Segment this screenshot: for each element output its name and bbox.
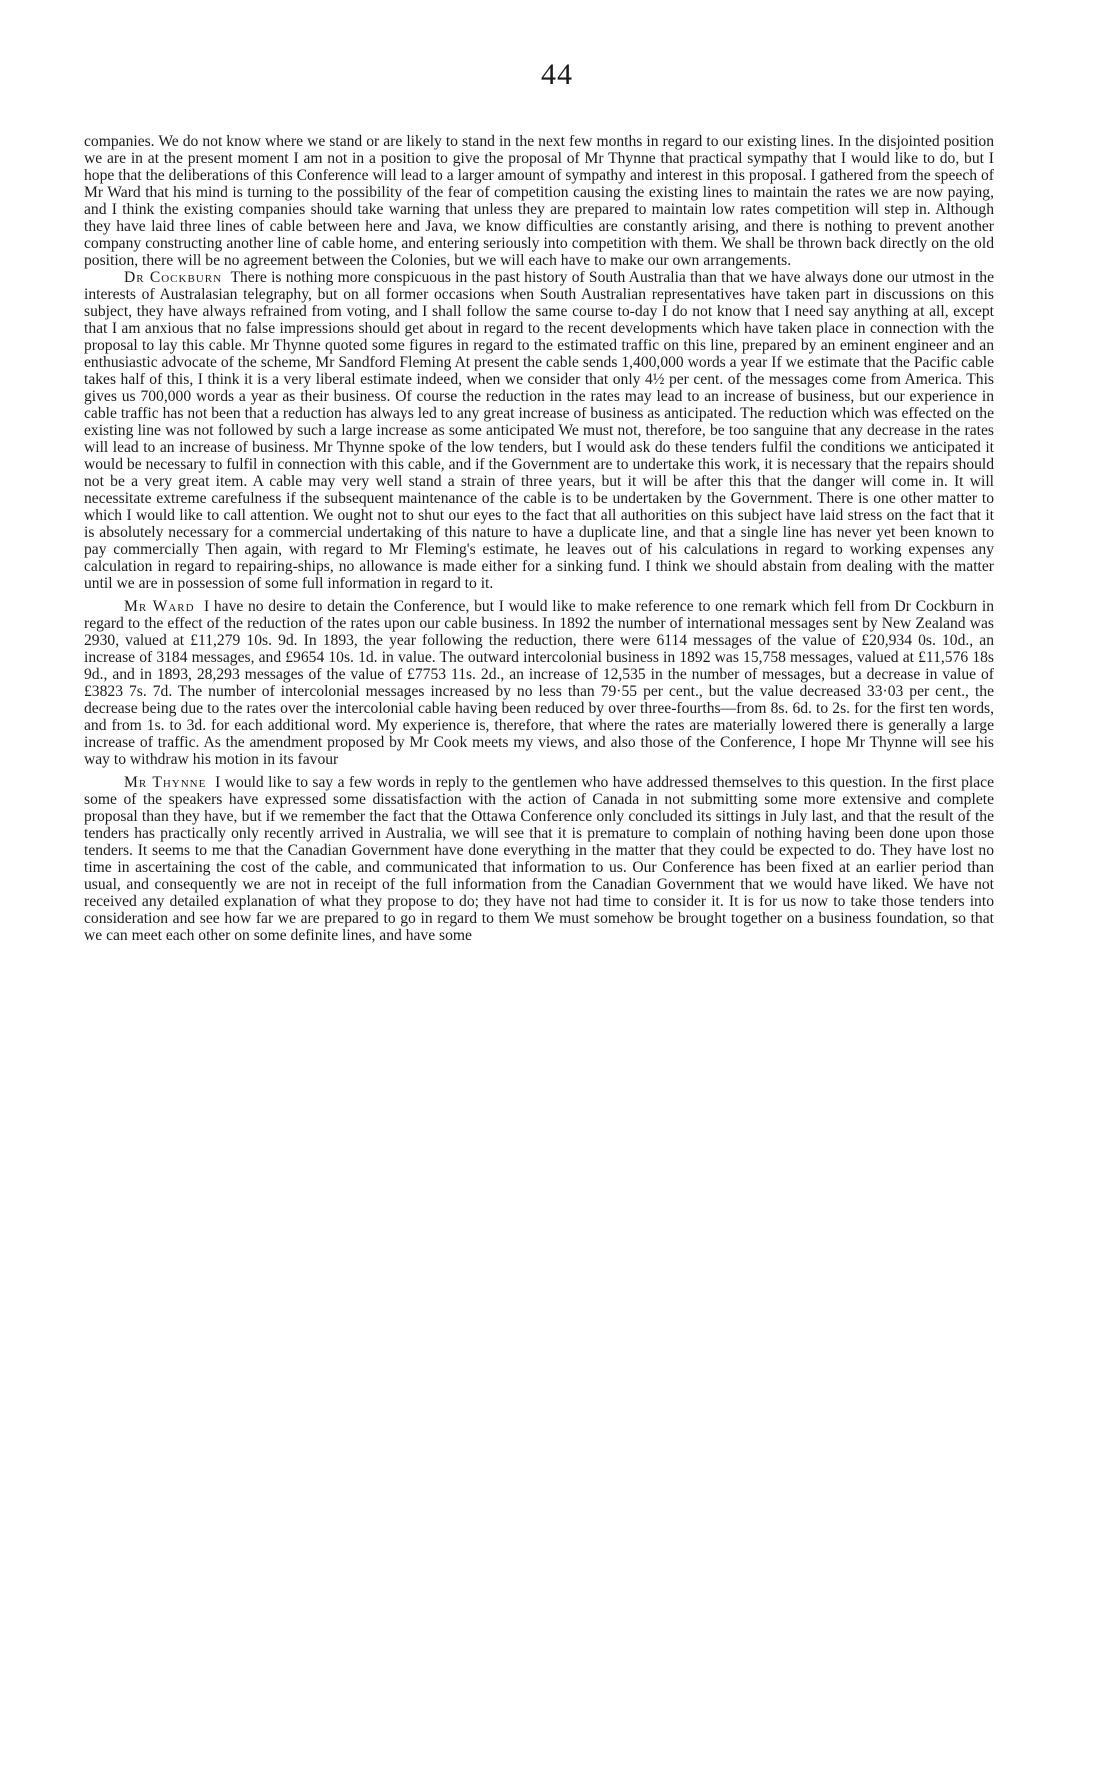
document-body bbox=[84, 133, 994, 944]
speaker-name: Dr Cockburn bbox=[124, 269, 223, 286]
paragraph-text: There is nothing more conspicuous in the past history of South Australia than that we have always done our utmost in the interests of Australasian telegraphy, but on all former occasions when South Australian representatives have taken part in discussions on this subject, they have always refrained from voting, and I shall follow the same course to-day I do not know that I need say anything at all, except that I am anxious that no false impressions should get about in regard to the recent developments which have taken place in connection with the proposal to lay this cable. Mr Thynne quoted some figures in regard to the estimated traffic on this line, prepared by an eminent engineer and an enthusiastic advocate of the scheme, Mr Sandford Fleming At present the cable sends 1,400,000 words a year If we estimate that the Pacific cable takes half of this, I think it is a very liberal estimate indeed, when we consider that only 4½ per cent. of the messages come from America. This gives us 700,000 words a year as their business. Of course the reduction in the rates may lead to an increase of business, but our experience in cable traffic has not been that a reduction has always led to any great increase of business as anticipated. The reduction which was effected on the existing line was not followed by such a large increase as some anticipated We must not, therefore, be too sanguine that any decrease in the rates will lead to an increase of business. Mr Thynne spoke of the low tenders, but I would ask do these tenders fulfil the conditions we anticipated it would be necessary to fulfil in connection with this cable, and if the Government are to undertake this work, it is necessary that the repairs should not be a very great item. A cable may very well stand a strain of three years, but it will be after this that the danger will come in. It will necessitate extreme carefulness if the subsequent maintenance of the cable is to be undertaken by the Government. There is one other matter to which I would like to call attention. We ought not to shut our eyes to the fact that all authorities on this subject have laid stress on the fact that it is absolutely necessary for a commercial undertaking of this nature to have a duplicate line, and that a single line has never yet been known to pay commercially Then again, with regard to Mr Fleming's estimate, he leaves out of his calculations in regard to working expenses any calculation in regard to repairing-ships, no allowance is made either for a sinking fund. I think we should abstain from dealing with the matter until we are in possession of some full information in regard to it. bbox=[84, 269, 995, 592]
paragraph-thynne bbox=[84, 774, 994, 944]
paragraph-text: I have no desire to detain the Conference, but I would like to make reference to one remark which fell from Dr Cockburn in regard to the effect of the reduction of the rates upon our cable business. In 1892 the number of international messages sent by New Zealand was 2930, valued at £11,279 10s. 9d. In 1893, the year following the reduction, there were 6114 messages of the value of £20,934 0s. 10d., an increase of 3184 messages, and £9654 10s. 1d. in value. The outward intercolonial business in 1892 was 15,758 messages, valued at £11,576 18s 9d., and in 1893, 28,293 messages of the value of £7753 11s. 2d., an increase of 12,535 in the number of messages, but a decrease in value of £3823 7s. 7d. The number of intercolonial messages increased by no less than 79·55 per cent., but the value decreased 33·03 per cent., the decrease being due to the rates over the intercolonial cable having been reduced by over three-fourths—from 8s. 6d. to 2s. for the first ten words, and from 1s. to 3d. for each additional word. My experience is, therefore, that where the rates are materially lowered there is generally a large increase of traffic. As the amendment proposed by Mr Cook meets my views, and also those of the Conference, I hope Mr Thynne will see his way to withdraw his motion in its favour bbox=[84, 598, 995, 768]
paragraph-cockburn bbox=[84, 269, 994, 592]
page-number: 44 bbox=[541, 58, 573, 91]
speaker-name: Mr Ward bbox=[124, 598, 195, 615]
paragraph-text: companies. We do not know where we stand or are likely to stand in the next few months in regard to our existing lines. In the disjointed position we are in at the present moment I am not in a position to give the proposal of Mr Thynne that practical sympathy that I would like to do, but I hope that the deliberations of this Conference will lead to a larger amount of sympathy and interest in this proposal. I gathered from the speech of Mr Ward that his mind is turning to the possibility of the fear of competition causing the existing lines to maintain the rates we are now paying, and I think the existing companies should take warning that unless they are prepared to maintain low rates competition will step in. Although they have laid three lines of cable between here and Java, we know difficulties are constantly arising, and there is nothing to prevent another company constructing another line of cable home, and entering seriously into competition with them. We shall be thrown back directly on the old position, there will be no agreement between the Colonies, but we will each have to make our own arrangements. bbox=[84, 133, 994, 269]
paragraph-continuation bbox=[84, 133, 994, 269]
paragraph-ward bbox=[84, 598, 994, 768]
speaker-name: Mr Thynne bbox=[124, 774, 207, 791]
paragraph-text: I would like to say a few words in reply to the gentlemen who have addressed themselves to this question. In the first place some of the speakers have expressed some dissatisfaction with the action of Canada in not submitting some more extensive and complete proposal than they have, but if we remember the fact that the Ottawa Conference only concluded its sittings in July last, and that the result of the tenders has practically only recently arrived in Australia, we will see that it is premature to complain of nothing having been done upon those tenders. It seems to me that the Canadian Government have done everything in the matter that they could be expected to do. They have lost no time in ascertaining the cost of the cable, and communicated that information to us. Our Conference has been fixed at an earlier period than usual, and consequently we are not in receipt of the full information from the Canadian Government that we would have liked. We have not received any detailed explanation of what they propose to do; they have not had time to consider it. It is for us now to take those tenders into consideration and see how far we are prepared to go in regard to them We must somehow be brought together on a business foundation, so that we can meet each other on some definite lines, and have some bbox=[84, 774, 994, 944]
